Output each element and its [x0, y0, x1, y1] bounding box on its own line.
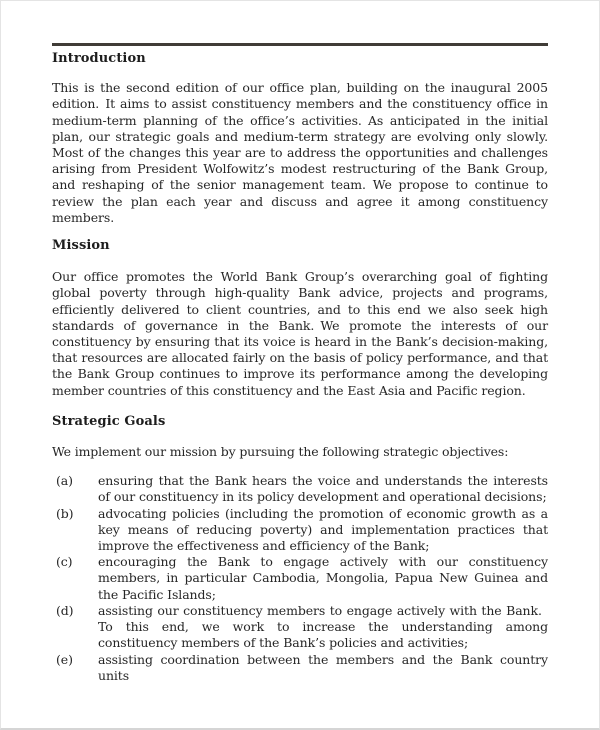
list-item-e-label: (e): [56, 651, 73, 667]
list-item-e-clipped: [52, 651, 548, 683]
list-item-c: [52, 554, 548, 603]
list-item-e-text: assisting coordination between the members and the Bank country units: [98, 651, 548, 683]
list-item-c-label: (c): [56, 554, 73, 570]
section-heading-strategic-goals: Strategic Goals: [52, 413, 166, 429]
list-item-d-text: assisting our constituency members to engage actively with the Bank. To this end, we work to increase the understanding among constituency members of the Bank’s policies and activities;: [98, 602, 548, 651]
list-item-a-text: ensuring that the Bank hears the voice and understands the interests of our constituency in its policy development and operational decisions;: [98, 473, 548, 505]
list-item-d-label: (d): [56, 602, 74, 618]
introduction-paragraph: This is the second edition of our office plan, building on the inaugural 2005 edition. It aims to assist constituency members and the constituency office in medium-term planning of the office’s activities. As anticipated in the initial plan, our strategic goals and medium-term strategy are evolving only slowly. Most of the changes this year are to address the opportunities and challenges arising from President Wolfowitz’s modest restructuring of the Bank Group, and reshaping of the senior management team. We propose to continue to review the plan each year and discuss and agree it among constituency members.: [52, 80, 548, 225]
list-item-d: [52, 603, 548, 652]
list-item-b-label: (b): [56, 505, 74, 521]
section-heading-introduction: Introduction: [52, 51, 146, 66]
mission-paragraph: Our office promotes the World Bank Group’s overarching goal of fighting global poverty through high-quality Bank advice, projects and programs, efficiently delivered to client countries, and to this end we also seek high standards of governance in the Bank. We promote the interests of our constituency by ensuring that its voice is heard in the Bank’s decision-making, that resources are allocated fairly on the basis of policy performance, and that the Bank Group continues to improve its performance among the developing member countries of this constituency and the East Asia and Pacific region.: [52, 269, 548, 398]
strategic-goals-list: [52, 473, 548, 683]
list-item-b-text: advocating policies (including the promotion of economic growth as a key means of reducing poverty) and implementation practices that improve the effectiveness and efficiency of the Bank;: [98, 505, 548, 554]
list-item-a: [52, 473, 548, 505]
list-item-b: [52, 506, 548, 555]
list-item-a-label: (a): [56, 473, 73, 489]
list-item-c-text: encouraging the Bank to engage actively with our constituency members, in particular Cambodia, Mongolia, Papua New Guinea and the Pacific Islands;: [98, 554, 548, 602]
section-heading-mission: Mission: [52, 238, 110, 254]
top-rule: [52, 43, 548, 46]
strategic-goals-lead: We implement our mission by pursuing the following strategic objectives:: [52, 444, 509, 460]
